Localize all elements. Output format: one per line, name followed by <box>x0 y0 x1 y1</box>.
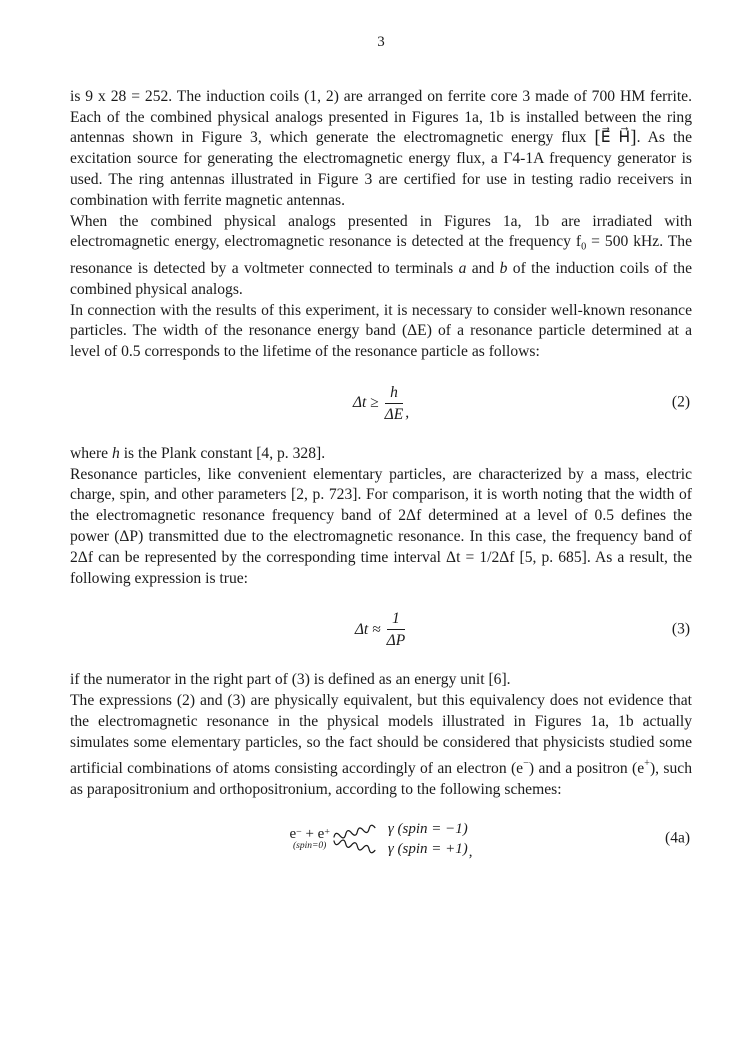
text-segment: if the numerator in the right part of (3) is defined as an energy unit [6]. <box>70 671 511 689</box>
equation-2-number: (2) <box>671 393 690 411</box>
text-segment: − <box>296 826 302 838</box>
text-segment: a <box>458 259 467 277</box>
paragraph-expressions-equivalent <box>70 691 692 800</box>
text-segment: + e <box>301 825 325 842</box>
gamma-spin-plus-one: γ (spin = +1) <box>387 841 468 858</box>
equation-4a-trailing-comma: , <box>468 843 473 860</box>
page-number: 3 <box>377 34 385 50</box>
equation-2-lhs: Δt ≥ <box>352 393 379 411</box>
fraction-denominator: ΔE <box>384 405 404 423</box>
photon-wavy-lines-icon <box>332 816 386 862</box>
text-segment: . As the excitation source for generating the electromagnetic energy flux, a Γ4-1A frequency generator is used. The ring antennas illustrated in Figure 3 are certified for use in testing radio receivers in combination with ferrite magnetic antennas. <box>70 129 692 209</box>
equation-4a <box>70 816 692 862</box>
text-segment: e <box>289 825 297 842</box>
equation-2-body <box>353 383 409 424</box>
text-segment: ) and a positron (e <box>528 759 645 777</box>
equation-4a-body <box>289 816 472 862</box>
equation-3-body <box>355 609 407 650</box>
text-segment: ), such as parapositronium and orthopositronium, according to the following schemes: <box>70 759 692 798</box>
equation-2-fraction <box>385 383 404 424</box>
text-segment: The expressions (2) and (3) are physically equivalent, but this equivalency does not evidence that the electromagnetic resonance in the physical models illustrated in Figures 1a, 1b actually simulates some elementary particles, so the fact should be considered that physicists studied some artificial combinations of atoms consisting accordingly of an electron (e <box>70 692 692 777</box>
fraction-numerator: h <box>385 383 403 404</box>
text-segment: E⃗ H⃗ <box>600 129 631 147</box>
text-segment: When the combined physical analogs presented in Figures 1a, 1b are irradiated with electromagnetic energy, electromagnetic resonance is detected at the frequency f <box>70 212 692 251</box>
gamma-output-lines <box>388 819 468 859</box>
text-segment: [ <box>594 127 601 149</box>
equation-3-fraction <box>387 609 406 650</box>
paragraph-induction-coils <box>70 87 692 212</box>
text-segment: is the Plank constant [4, p. 328]. <box>119 444 326 462</box>
text-segment: where <box>70 444 112 462</box>
paragraph-resonance-particles <box>70 465 692 590</box>
equation-3 <box>70 609 692 650</box>
text-segment: − <box>523 757 529 769</box>
fraction-denominator: ΔP <box>386 632 406 650</box>
text-segment: Resonance particles, like convenient elementary particles, are characterized by a mass, electric charge, spin, and other parameters [2, p. 723]. For comparison, it is worth noting that the width of the electromagnetic resonance frequency band of 2Δf determined at a level of 0.5 defines the power (ΔP) transmitted due to the electromagnetic resonance. In this case, the frequency band of 2Δf can be represented by the corresponding time interval Δt = 1/2Δf [5, p. 685]. As a result, the following expression is true: <box>70 465 692 587</box>
paragraph-irradiation-resonance <box>70 212 692 301</box>
text-segment: 0 <box>581 242 587 254</box>
paragraph-where-plank <box>70 444 692 465</box>
paragraph-resonance-band <box>70 301 692 363</box>
text-segment: = 500 kHz. The resonance is detected by a voltmeter connected to terminals <box>70 233 692 277</box>
text-segment: and <box>466 259 500 277</box>
equation-2 <box>70 383 692 424</box>
paragraph-numerator-energy-unit <box>70 670 692 691</box>
text-segment: + <box>644 757 650 769</box>
equation-4a-number: (4a) <box>665 829 690 847</box>
fraction-numerator: 1 <box>387 609 405 630</box>
text-segment: h <box>112 444 120 462</box>
equation-2-trailing-comma: , <box>405 404 410 422</box>
text-segment: + <box>324 826 330 838</box>
text-segment: is 9 x 28 = 252. The induction coils (1, 2) are arranged on ferrite core 3 made of 700 HM ferrite. Each of the combined physical analogs presented in Figures 1a, 1b is installed between the ring antennas shown in Figure 3, which generate the electromagnetic energy flux <box>70 87 692 147</box>
text-segment: of the induction coils of the combined physical analogs. <box>70 259 693 298</box>
body-text <box>70 87 692 863</box>
equation-3-lhs: Δt ≈ <box>354 620 381 638</box>
electron-positron-pair <box>289 827 329 852</box>
gamma-spin-minus-one: γ (spin = −1) <box>387 821 468 838</box>
text-segment: In connection with the results of this experiment, it is necessary to consider well-known resonance particles. The width of the resonance energy band (ΔE) of a resonance particle determined at a level of 0.5 corresponds to the lifetime of the resonance particle as follows: <box>70 301 692 361</box>
pair-spin-subscript: (spin=0) <box>293 840 327 851</box>
text-segment: ] <box>630 127 637 149</box>
text-segment: b <box>499 259 508 277</box>
equation-3-number: (3) <box>671 620 690 638</box>
